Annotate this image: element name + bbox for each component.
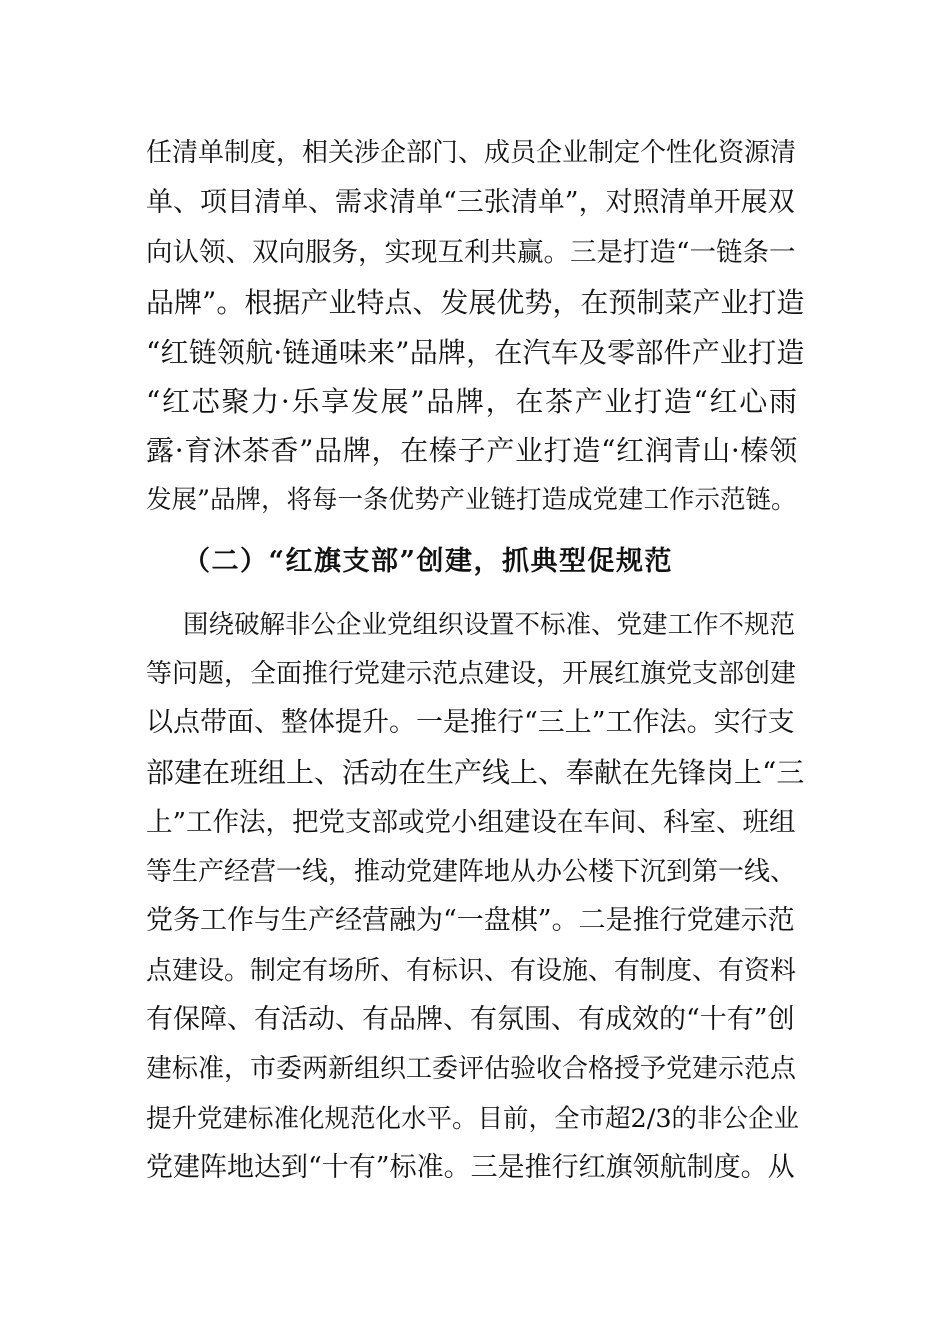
paragraph-line: 任清单制度，相关涉企部门、成员企业制定个性化资源清 bbox=[146, 138, 797, 168]
paragraph-line: 党建阵地达到“十有”标准。三是推行红旗领航制度。从 bbox=[146, 1152, 795, 1183]
paragraph-line: 品牌”。根据产业特点、发展优势，在预制菜产业打造 bbox=[146, 286, 805, 319]
section-heading: （二）“红旗支部”创建，抓典型促规范 bbox=[183, 546, 674, 577]
paragraph-line: 发展”品牌，将每一条优势产业链打造成党建工作示范链。 bbox=[146, 485, 797, 515]
paragraph-line: 有保障、有活动、有品牌、有氛围、有成效的“十有”创 bbox=[146, 1004, 795, 1035]
paragraph-line: 部建在班组上、活动在生产线上、奉献在先锋岗上“三 bbox=[146, 756, 805, 789]
paragraph-line: 上”工作法，把党支部或党小组建设在车间、科室、班组 bbox=[146, 807, 796, 838]
paragraph-line: 围绕破解非公企业党组织设置不标准、党建工作不规范 bbox=[183, 610, 796, 640]
paragraph-line: 以点带面、整体提升。一是推行“三上”工作法。实行支 bbox=[146, 707, 795, 738]
paragraph-line: “红链领航·链通味来”品牌，在汽车及零部件产业打造 bbox=[146, 336, 805, 369]
paragraph-line: 点建设。制定有场所、有标识、有设施、有制度、有资料 bbox=[146, 956, 797, 986]
paragraph-line: 提升党建标准化规范化水平。目前，全市超2/3的非公企业 bbox=[146, 1104, 800, 1134]
paragraph-line: 等生产经营一线，推动党建阵地从办公楼下沉到第一线、 bbox=[146, 857, 797, 887]
paragraph-line: 向认领、双向服务，实现互利共赢。三是打造“一链条一 bbox=[146, 237, 796, 268]
paragraph-line: 等问题，全面推行党建示范点建设，开展红旗党支部创建 bbox=[146, 659, 797, 689]
paragraph-line: 单、项目清单、需求清单“三张清单”，对照清单开展双 bbox=[146, 187, 795, 218]
paragraph-line: 露·育沐茶香”品牌，在榛子产业打造“红润青山·榛领 bbox=[146, 434, 798, 467]
paragraph-line: 建标准，市委两新组织工委评估验收合格授予党建示范点 bbox=[146, 1054, 797, 1084]
paragraph-line: 党务工作与生产经营融为“一盘棋”。二是推行党建示范 bbox=[146, 905, 795, 936]
paragraph-line: “红芯聚力·乐享发展”品牌，在茶产业打造“红心雨 bbox=[146, 385, 799, 418]
